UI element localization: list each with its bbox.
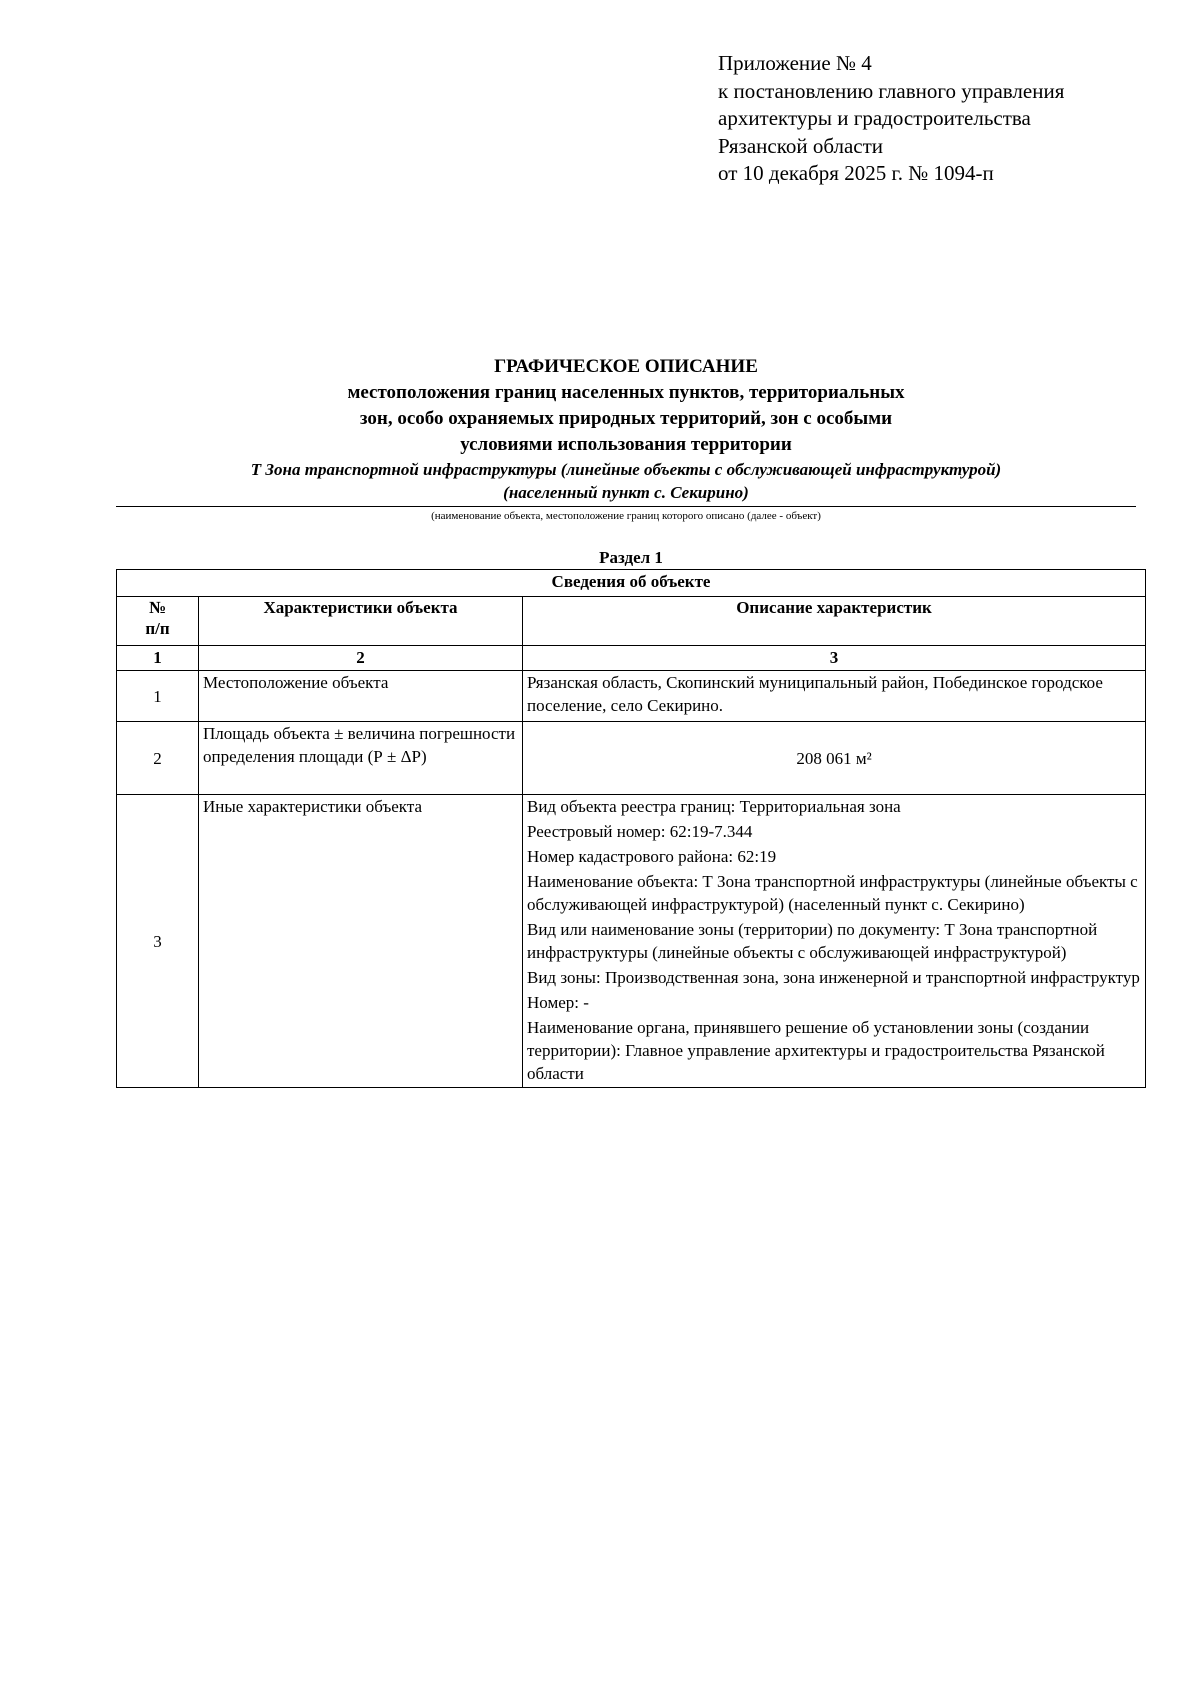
document-title: ГРАФИЧЕСКОЕ ОПИСАНИЕ <box>494 356 758 377</box>
row-characteristic: Иные характеристики объекта <box>199 795 523 1088</box>
table-caption: Сведения об объекте <box>117 570 1146 597</box>
description-paragraph: 208 061 м² <box>796 748 872 768</box>
description-paragraph: Вид объекта реестра границ: Территориальная зона <box>527 797 901 816</box>
column-number-row <box>117 646 1146 671</box>
row-characteristic: Площадь объекта ± величина погрешности определения площади (Р ± ΔР) <box>199 722 523 795</box>
appendix-line: к постановлению главного управления <box>718 78 1065 103</box>
description-paragraph: Наименование органа, принявшего решение об установлении зоны (создании территории): Главное управление архитектуры и градостроительства Рязанской области <box>527 1018 1105 1083</box>
description-paragraph: Вид зоны: Производственная зона, зона инженерной и транспортной инфраструктур <box>527 968 1140 987</box>
header-num <box>117 597 199 646</box>
row-characteristic: Местоположение объекта <box>199 671 523 722</box>
column-number: 3 <box>523 646 1146 671</box>
column-number: 1 <box>117 646 199 671</box>
object-name-line: Т Зона транспортной инфраструктуры (линейные объекты с обслуживающей инфраструктурой) <box>250 460 1002 479</box>
object-info-table <box>116 569 1146 1088</box>
row-number: 3 <box>117 795 199 1088</box>
object-name-caption: (наименование объекта, местоположение границ которого описано (далее - объект) <box>431 510 821 522</box>
description-paragraph: Номер кадастрового района: 62:19 <box>527 847 777 866</box>
description-paragraph: Реестровый номер: 62:19-7.344 <box>527 822 753 841</box>
description-paragraph: Номер: - <box>527 993 589 1012</box>
header-description: Описание характеристик <box>523 597 1146 646</box>
table-caption-row <box>117 570 1146 597</box>
header-characteristics: Характеристики объекта <box>199 597 523 646</box>
document-subtitle-line: зон, особо охраняемых природных территорий, зон с особыми <box>359 408 893 429</box>
document-subtitle-line: местоположения границ населенных пунктов, территориальных <box>347 382 905 403</box>
row-description <box>523 795 1146 1088</box>
title-underline <box>116 506 1136 507</box>
row-description <box>523 671 1146 722</box>
column-number: 2 <box>199 646 523 671</box>
row-description <box>523 722 1146 795</box>
appendix-line: Рязанской области <box>718 133 884 158</box>
description-paragraph: Рязанская область, Скопинский муниципальный район, Побединское городское поселение, село Секирино. <box>527 673 1103 715</box>
table-header-row <box>117 597 1146 646</box>
appendix-line: Приложение № 4 <box>718 51 872 75</box>
appendix-line: архитектуры и градостроительства <box>718 106 1031 130</box>
header-num-line: п/п <box>145 619 170 638</box>
appendix-line: от 10 декабря 2025 г. № 1094-п <box>718 161 994 185</box>
table-row <box>117 671 1146 722</box>
object-name-line: (населенный пункт с. Секирино) <box>503 483 749 502</box>
row-number: 1 <box>117 671 199 722</box>
document-subtitle-line: условиями использования территории <box>460 434 792 455</box>
appendix-block <box>718 50 1188 188</box>
table-row <box>117 795 1146 1088</box>
header-num-line: № <box>148 598 167 617</box>
description-paragraph: Наименование объекта: Т Зона транспортной инфраструктуры (линейные объекты с обслуживающей инфраструктурой) (населенный пункт с. Секирино) <box>527 872 1138 914</box>
description-paragraph: Вид или наименование зоны (территории) по документу: Т Зона транспортной инфраструктуры (линейные объекты с обслуживающей инфраструктурой) <box>527 920 1098 962</box>
document-title-block <box>116 354 1136 524</box>
section-title: Раздел 1 <box>599 548 663 567</box>
row-number: 2 <box>117 722 199 795</box>
table-row <box>117 722 1146 795</box>
